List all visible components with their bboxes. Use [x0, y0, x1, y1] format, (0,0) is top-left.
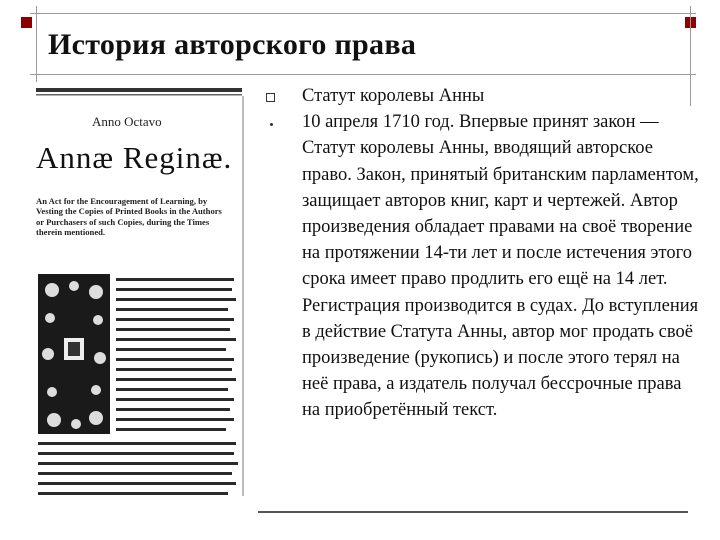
bullet-dot-icon: [270, 123, 273, 126]
doc-body-lines-full: [38, 442, 238, 495]
bullet-1-text: Статут королевы Анны: [302, 86, 485, 106]
bottom-rule: [258, 511, 688, 513]
slide-title: История авторского права: [48, 28, 417, 61]
doc-caption: An Act for the Encouragement of Learning, by Vesting the Copies of Printed Books in the Authors or Purchasers of such Copies, during the Times therein mentioned.: [36, 196, 222, 238]
doc-heading-large: Annæ Reginæ.: [36, 140, 233, 175]
frame-top-line: [30, 13, 696, 14]
slide-body: [302, 83, 702, 424]
doc-body-lines-right: [116, 278, 236, 431]
bullet-2-text: 10 апреля 1710 год. Впервые принят закон — Статут королевы Анны, вводящий авторское право. Закон, принятый британским парламентом, защищает авторов книг, карт и чертежей. Автор произведения обладает правами на своё творение на протяжении 14-ти лет и после истечения этого срока имеет право продлить его ещё на 14 лет. Регистрация производится в судах. До вступления в действие Статута Анны, автор мог продать своё произведение (рукопись) и после этого терял на неё права, а издатель получал бессрочные права на приобретённый текст.: [302, 112, 699, 421]
doc-heading-small: Anno Octavo: [92, 114, 162, 129]
statute-of-anne-image: [30, 82, 250, 502]
title-underline: [30, 74, 696, 75]
bullet-square-icon: [266, 93, 275, 102]
corner-square-left: [21, 17, 32, 28]
doc-ornament: [38, 274, 110, 434]
